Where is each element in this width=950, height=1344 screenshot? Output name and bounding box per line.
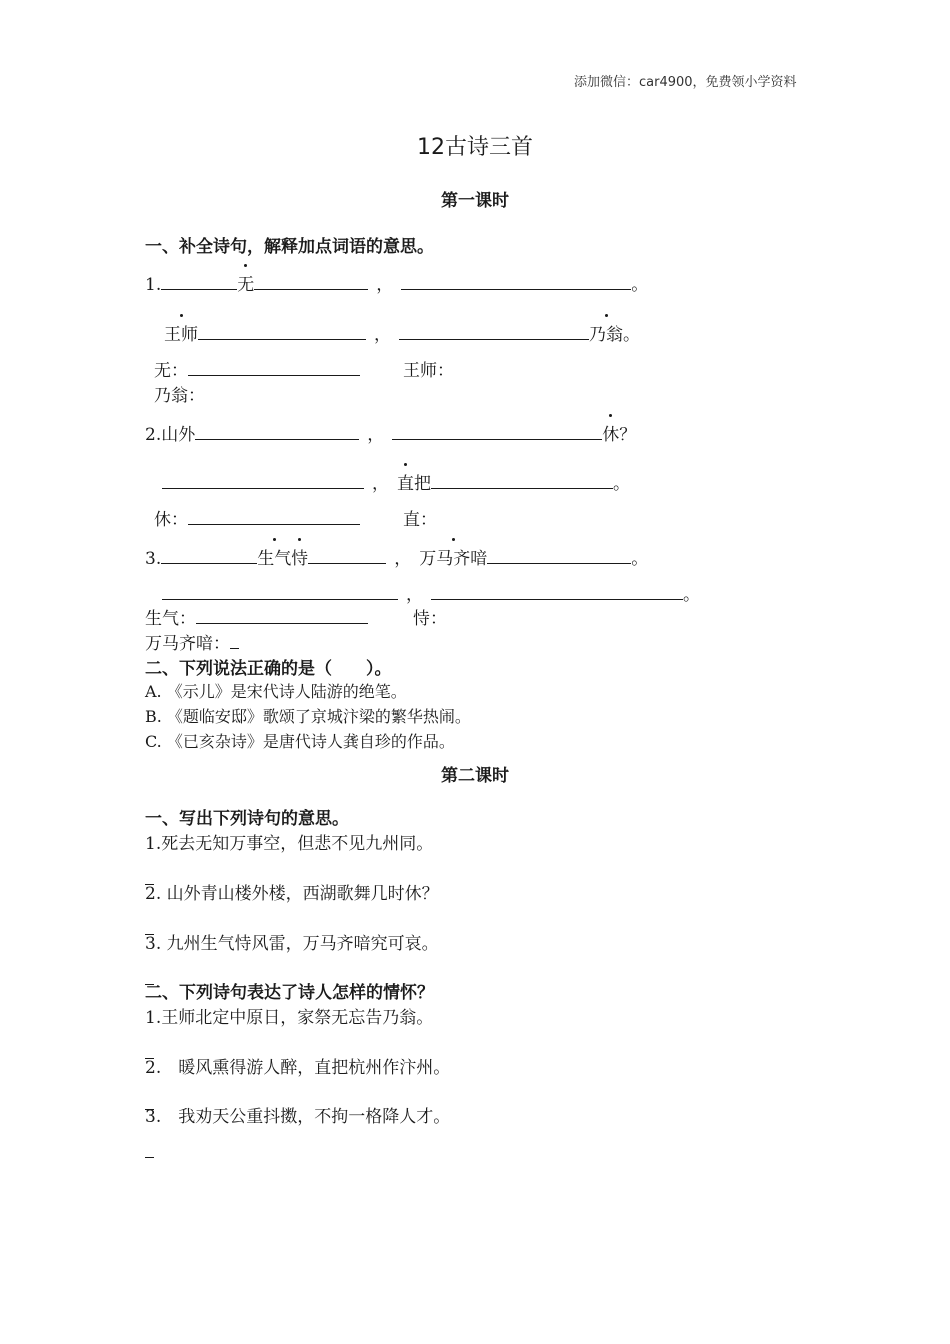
- label-xiu: 休：: [154, 510, 188, 530]
- blank[interactable]: [487, 562, 631, 564]
- page-title: 12古诗三首: [417, 135, 533, 160]
- label-xiu-row: [154, 505, 360, 530]
- answer-blank[interactable]: [196, 622, 368, 624]
- q3-line2: [162, 580, 700, 605]
- label-naiweng: 乃翁：: [154, 386, 205, 406]
- blank[interactable]: [162, 487, 364, 489]
- dotted-word-wanma: 万马齐喑: [419, 544, 487, 569]
- dotted-word-naiweng: 乃翁: [589, 320, 623, 345]
- dotted-word-zhi: 直: [397, 469, 414, 494]
- comma: ，: [367, 425, 385, 445]
- label-shi: 恃：: [413, 609, 447, 629]
- label-wanma-row: [145, 629, 239, 654]
- lesson2-heading: 第二课时: [441, 766, 509, 786]
- answer-blank[interactable]: [188, 374, 360, 376]
- blank[interactable]: [399, 338, 589, 340]
- answer-blank[interactable]: [188, 523, 360, 525]
- q2-number: 2.: [145, 425, 162, 445]
- q2-line2: [162, 469, 630, 494]
- blank[interactable]: [431, 487, 613, 489]
- lesson1-section2-heading: 二、下列说法正确的是（ ）。: [145, 659, 392, 679]
- option-c: C. 《已亥杂诗》是唐代诗人龚自珍的作品。: [145, 732, 455, 751]
- dotted-word-wu: 无: [237, 270, 254, 295]
- label-wu-row: [154, 356, 360, 381]
- blank[interactable]: [401, 288, 631, 290]
- comma: ，: [374, 325, 391, 345]
- blank[interactable]: [392, 438, 602, 440]
- blank[interactable]: [161, 288, 237, 290]
- blank[interactable]: [161, 562, 257, 564]
- q3-line1: [145, 544, 648, 569]
- lesson1-section1-heading: 一、补全诗句，解释加点词语的意思。: [145, 237, 434, 257]
- label-shengqi: 生气：: [145, 609, 196, 629]
- dotted-word-shengqi: 生气: [257, 544, 291, 569]
- period: 。: [613, 474, 630, 494]
- period: 。: [683, 585, 700, 605]
- q1-number: 1.: [145, 275, 162, 295]
- label-wanma: 万马齐喑：: [145, 634, 230, 654]
- period: 。: [631, 275, 649, 295]
- word-shanwai: 山外: [161, 425, 196, 445]
- word-ba: 把: [414, 474, 431, 494]
- q1-line1: [145, 270, 648, 295]
- comma: ，: [376, 275, 394, 295]
- answer-blank[interactable]: [145, 1156, 154, 1158]
- translate-item-3: 3. 九州生气恃风雷，万马齐喑究可哀。: [145, 934, 439, 954]
- blank[interactable]: [195, 438, 359, 440]
- label-zhi: 直：: [403, 510, 437, 530]
- lesson1-heading: 第一课时: [441, 191, 509, 211]
- q1-line2: [164, 320, 640, 345]
- answer-blank[interactable]: [230, 647, 239, 649]
- option-b: B. 《题临安邸》歌颂了京城汴梁的繁华热闹。: [145, 707, 471, 726]
- sentiment-item-1: 1.王师北定中原日，家祭无忘告乃翁。: [145, 1008, 434, 1028]
- lesson2-section1-heading: 一、写出下列诗句的意思。: [145, 809, 349, 829]
- option-a: A. 《示儿》是宋代诗人陆游的绝笔。: [145, 682, 407, 701]
- question-mark: ？: [619, 425, 637, 445]
- sentiment-item-3: 3. 我劝天公重抖擞，不拘一格降人才。: [145, 1107, 451, 1127]
- comma: ，: [372, 474, 389, 494]
- comma: ，: [394, 549, 412, 569]
- label-wangshi: 王师：: [403, 361, 454, 381]
- blank[interactable]: [162, 598, 398, 600]
- dotted-word-shi: 恃: [291, 544, 308, 569]
- translate-item-1: 1.死去无知万事空，但悲不见九州同。: [145, 834, 434, 854]
- lesson2-section2-heading: 二、下列诗句表达了诗人怎样的情怀？: [145, 983, 434, 1003]
- q2-line1: [145, 420, 636, 445]
- dotted-word-xiu: 休: [602, 420, 619, 445]
- comma: ，: [406, 585, 423, 605]
- label-shengqi-row: [145, 604, 368, 629]
- period: 。: [631, 549, 649, 569]
- sentiment-item-2: 2. 暖风熏得游人醉，直把杭州作汴州。: [145, 1058, 451, 1078]
- blank[interactable]: [254, 288, 368, 290]
- watermark-text: 添加微信：car4900，免费领小学资料: [574, 75, 797, 90]
- blank[interactable]: [198, 338, 366, 340]
- blank[interactable]: [308, 562, 386, 564]
- label-wu: 无：: [154, 361, 188, 381]
- period: 。: [623, 325, 640, 345]
- dotted-word-wangshi: 王师: [164, 325, 198, 345]
- blank[interactable]: [431, 598, 683, 600]
- translate-item-2: 2. 山外青山楼外楼，西湖歌舞几时休？: [145, 884, 439, 904]
- q3-number: 3.: [145, 549, 162, 569]
